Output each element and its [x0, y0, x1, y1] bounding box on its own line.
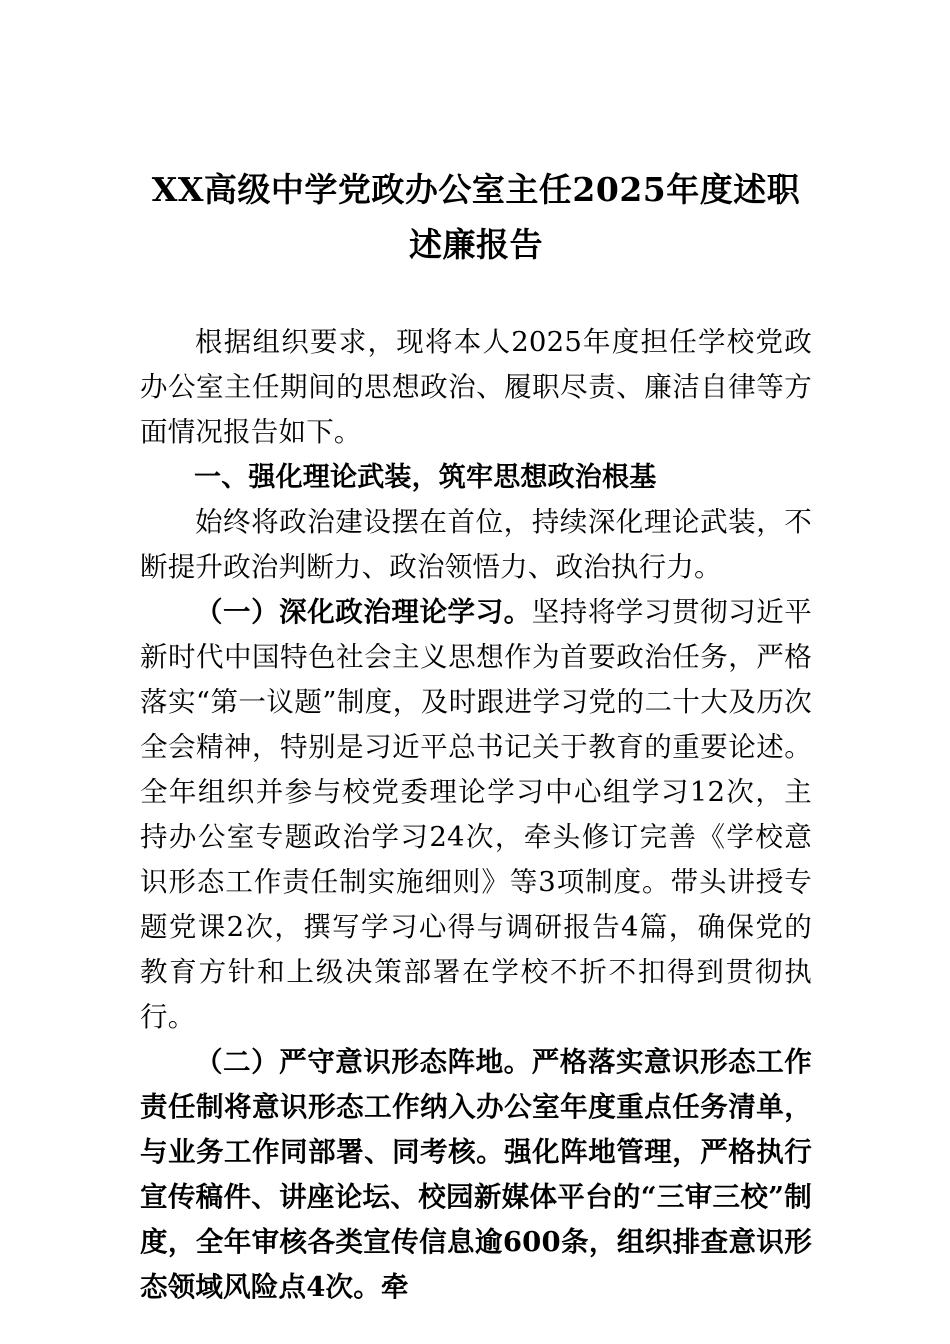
section-1-intro-paragraph: 始终将政治建设摆在首位，持续深化理论武装，不断提升政治判断力、政治领悟力、政治执行力。	[140, 506, 812, 583]
item-2-lead-in: （二）严守意识形态阵地。	[195, 1046, 532, 1078]
item-2-body: 严格落实意识形态工作责任制将意识形态工作纳入办公室年度重点任务清单，与业务工作同部署、同考核。强化阵地管理，严格执行宣传稿件、讲座论坛、校园新媒体平台的“三审三校”制度，全年审核各类宣传信息逾600条，组织排查意识形态领域风险点4次。牵	[140, 1046, 813, 1303]
item-1-lead-in: （一）深化政治理论学习。	[195, 596, 532, 628]
document-content	[140, 0, 812, 1310]
page-title-line-1: XX高级中学党政办公室主任2025年度述	[151, 170, 767, 209]
intro-paragraph: 根据组织要求，现将本人2025年度担任学校党政办公室主任期间的思想政治、履职尽责、廉洁自律等方面情况报告如下。	[140, 326, 812, 448]
item-1-body: 坚持将学习贯彻习近平新时代中国特色社会主义思想作为首要政治任务，严格落实“第一议题”制度，及时跟进学习党的二十大及历次全会精神，特别是习近平总书记关于教育的重要论述。全年组织并参与校党委理论学习中心组学习12次，主持办公室专题政治学习24次，牵头修订完善《学校意识形态工作责任制实施细则》等3项制度。带头讲授专题党课2次，撰写学习心得与调研报告4篇，确保党的教育方针和上级决策部署在学校不折不扣得到贯彻执行。	[140, 596, 813, 1033]
section-heading-1: 一、强化理论武装，筑牢思想政治根基	[194, 462, 657, 493]
page-title-line-2: 职述廉报告	[409, 170, 801, 264]
item-1-paragraph	[140, 590, 812, 1040]
item-2-paragraph	[140, 1040, 812, 1310]
page-title	[140, 0, 812, 272]
